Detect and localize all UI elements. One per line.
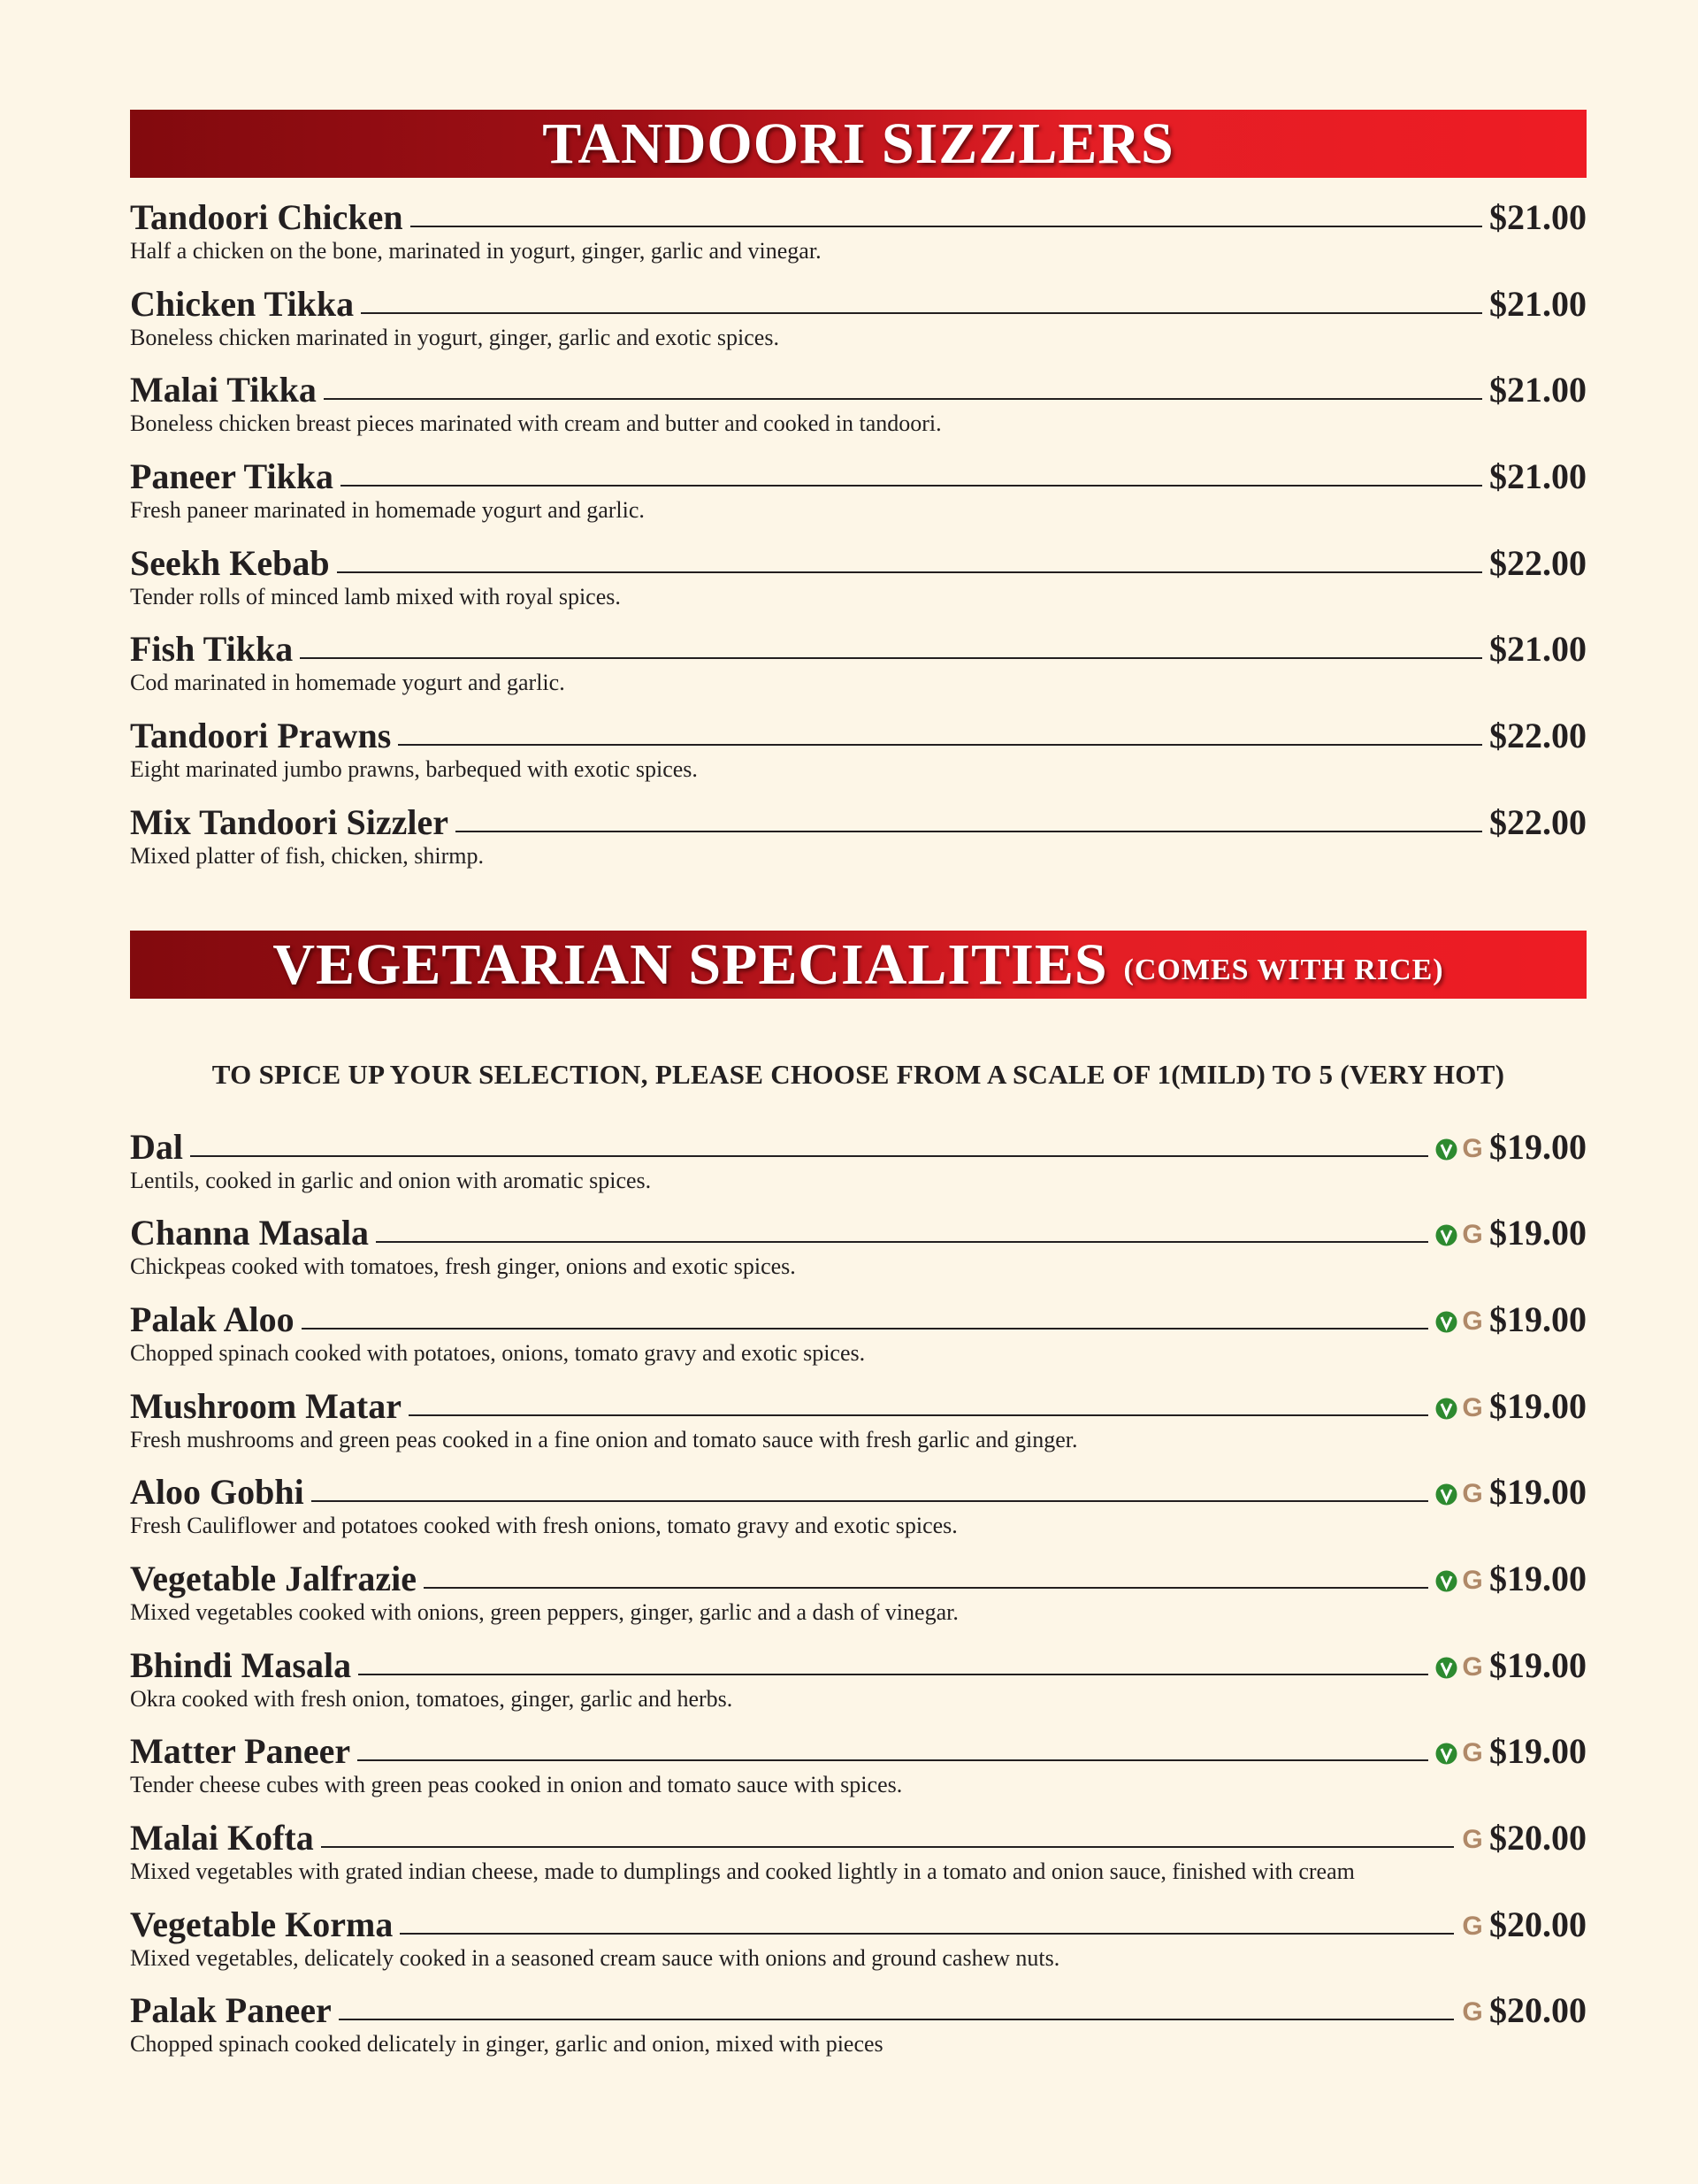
gluten-free-icon: G (1462, 1133, 1483, 1163)
menu-item (130, 712, 1587, 799)
item-description: Mixed platter of fish, chicken, shirmp. (130, 842, 485, 869)
diet-icons (1461, 1997, 1484, 2031)
dotted-leader-line (300, 657, 1482, 659)
item-name: Mushroom Matar (130, 1385, 402, 1426)
item-description: Chopped spinach cooked with potatoes, onions, tomato gravy and exotic spices. (130, 1339, 866, 1366)
dotted-leader-line (190, 1155, 1428, 1157)
menu-item-row (130, 1209, 1587, 1253)
menu-item-row (130, 1728, 1587, 1772)
menu-item (130, 1209, 1587, 1296)
gluten-free-icon: G (1462, 1651, 1483, 1682)
menu-item (130, 625, 1587, 712)
dotted-leader-line (455, 831, 1482, 832)
menu-item-row (130, 366, 1587, 410)
tandoori-item-list (130, 194, 1587, 885)
item-name: Fish Tikka (130, 629, 294, 670)
menu-item (130, 280, 1587, 367)
gluten-free-icon: G (1462, 1306, 1483, 1336)
item-price: $21.00 (1489, 283, 1587, 324)
gluten-free-icon: G (1462, 1392, 1483, 1422)
item-price: $21.00 (1489, 629, 1587, 670)
vegan-icon (1435, 1138, 1457, 1161)
diet-icons (1435, 1133, 1484, 1168)
diet-icons (1435, 1651, 1484, 1686)
menu-item (130, 1814, 1587, 1901)
item-price: $20.00 (1489, 1904, 1587, 1944)
item-description: Okra cooked with fresh onion, tomatoes, ginger, garlic and herbs. (130, 1685, 733, 1712)
dotted-leader-line (324, 398, 1482, 400)
dotted-leader-line (400, 1933, 1454, 1935)
item-description: Fresh Cauliflower and potatoes cooked with fresh onions, tomato gravy and exotic spices. (130, 1513, 958, 1539)
item-name: Matter Paneer (130, 1731, 351, 1772)
item-description: Lentils, cooked in garlic and onion with aromatic spices. (130, 1167, 652, 1193)
menu-item-row (130, 194, 1587, 238)
item-description: Mixed vegetables, delicately cooked in a seasoned cream sauce with onions and ground cashew nuts. (130, 1944, 1060, 1971)
vegetarian-item-list (130, 1123, 1587, 2074)
item-description: Chickpeas cooked with tomatoes, fresh ginger, onions and exotic spices. (130, 1253, 796, 1280)
vegan-icon (1435, 1570, 1457, 1592)
menu-item (130, 1383, 1587, 1469)
menu-item (130, 453, 1587, 540)
menu-item-row (130, 1814, 1587, 1858)
menu-item-row (130, 625, 1587, 670)
dotted-leader-line (398, 744, 1482, 746)
item-name: Seekh Kebab (130, 542, 330, 583)
tandoori-section (130, 110, 1587, 885)
menu-item-row (130, 280, 1587, 325)
item-name: Dal (130, 1126, 183, 1167)
item-description: Boneless chicken breast pieces marinated with cream and butter and cooked in tandoori. (130, 410, 942, 437)
menu-item (130, 799, 1587, 885)
item-name: Vegetable Korma (130, 1904, 394, 1944)
diet-icons (1435, 1306, 1484, 1340)
diet-icons (1435, 1565, 1484, 1599)
vegan-icon (1435, 1224, 1457, 1246)
item-price: $20.00 (1489, 1818, 1587, 1858)
item-name: Malai Kofta (130, 1818, 314, 1858)
menu-item (130, 1296, 1587, 1383)
dotted-leader-line (321, 1846, 1454, 1848)
item-description: Cod marinated in homemade yogurt and garlic. (130, 670, 565, 696)
menu-item-row (130, 1123, 1587, 1168)
gluten-free-icon: G (1462, 1479, 1483, 1509)
menu-item-row (130, 1468, 1587, 1513)
gluten-free-icon: G (1462, 1997, 1483, 2027)
section-subtitle: (COMES WITH RICE) (1123, 954, 1444, 986)
diet-icons (1461, 1911, 1484, 1945)
item-description: Half a chicken on the bone, marinated in yogurt, ginger, garlic and vinegar. (130, 238, 822, 264)
menu-item-row (130, 1296, 1587, 1340)
item-price: $19.00 (1489, 1385, 1587, 1426)
item-price: $21.00 (1489, 197, 1587, 237)
item-price: $19.00 (1489, 1126, 1587, 1167)
item-price: $19.00 (1489, 1558, 1587, 1598)
section-title: VEGETARIAN SPECIALITIES (272, 931, 1108, 997)
diet-icons (1435, 1738, 1484, 1772)
diet-icons (1461, 1825, 1484, 1858)
menu-item-row (130, 1901, 1587, 1945)
item-name: Palak Aloo (130, 1299, 294, 1339)
dotted-leader-line (376, 1241, 1428, 1243)
menu-item (130, 1555, 1587, 1642)
menu-item (130, 194, 1587, 280)
gluten-free-icon: G (1462, 1911, 1483, 1941)
gluten-free-icon: G (1462, 1220, 1483, 1250)
menu-item (130, 1468, 1587, 1555)
dotted-leader-line (424, 1587, 1428, 1589)
item-description: Fresh paneer marinated in homemade yogurt and garlic. (130, 497, 645, 524)
menu-item (130, 1987, 1587, 2073)
gluten-free-icon: G (1462, 1738, 1483, 1768)
item-name: Vegetable Jalfrazie (130, 1558, 417, 1598)
dotted-leader-line (409, 1414, 1428, 1416)
item-price: $19.00 (1489, 1299, 1587, 1339)
menu-item-row (130, 1987, 1587, 2031)
section-title: TANDOORI SIZZLERS (542, 111, 1174, 176)
diet-icons (1435, 1220, 1484, 1253)
item-price: $19.00 (1489, 1731, 1587, 1772)
dotted-leader-line (337, 571, 1482, 573)
dotted-leader-line (339, 2019, 1454, 2020)
menu-item-row (130, 1383, 1587, 1427)
item-description: Chopped spinach cooked delicately in ginger, garlic and onion, mixed with pieces (130, 2031, 883, 2058)
vegan-icon (1435, 1657, 1457, 1679)
menu-page (130, 110, 1587, 2073)
menu-item-row (130, 1642, 1587, 1686)
item-name: Palak Paneer (130, 1990, 332, 2031)
item-name: Aloo Gobhi (130, 1472, 304, 1513)
menu-item (130, 1728, 1587, 1814)
item-description: Tender rolls of minced lamb mixed with royal spices. (130, 583, 621, 609)
item-name: Malai Tikka (130, 370, 317, 410)
diet-icons (1435, 1392, 1484, 1427)
item-name: Chicken Tikka (130, 283, 355, 324)
vegan-icon (1435, 1311, 1457, 1333)
tandoori-banner (130, 110, 1587, 178)
diet-icons (1435, 1479, 1484, 1513)
spice-level-notice: TO SPICE UP YOUR SELECTION, PLEASE CHOOSE FROM A SCALE OF 1(MILD) TO 5 (VERY HOT) (211, 1058, 1505, 1090)
item-description: Mixed vegetables cooked with onions, green peppers, ginger, garlic and a dash of vinegar. (130, 1598, 959, 1625)
vegetarian-banner (130, 931, 1587, 999)
item-name: Channa Masala (130, 1213, 370, 1253)
dotted-leader-line (302, 1328, 1428, 1330)
item-description: Tender cheese cubes with green peas cooked in onion and tomato sauce with spices. (130, 1772, 903, 1798)
item-name: Paneer Tikka (130, 456, 334, 497)
dotted-leader-line (361, 312, 1482, 314)
item-price: $21.00 (1489, 456, 1587, 497)
item-price: $22.00 (1489, 542, 1587, 583)
item-price: $21.00 (1489, 370, 1587, 410)
item-description: Fresh mushrooms and green peas cooked in a fine onion and tomato sauce with fresh garlic and ginger. (130, 1426, 1078, 1452)
menu-item-row (130, 453, 1587, 497)
item-description: Mixed vegetables with grated indian cheese, made to dumplings and cooked lightly in a tomato and onion sauce, finished with cream (130, 1858, 1355, 1884)
vegan-icon (1435, 1398, 1457, 1420)
menu-item-row (130, 799, 1587, 843)
item-name: Tandoori Prawns (130, 716, 392, 756)
menu-item (130, 540, 1587, 626)
item-price: $19.00 (1489, 1644, 1587, 1685)
gluten-free-icon: G (1462, 1825, 1483, 1854)
vegan-icon (1435, 1743, 1457, 1765)
item-price: $22.00 (1489, 801, 1587, 842)
menu-item-row (130, 540, 1587, 584)
item-name: Tandoori Chicken (130, 197, 403, 237)
dotted-leader-line (340, 485, 1482, 487)
item-price: $19.00 (1489, 1472, 1587, 1513)
vegan-icon (1435, 1483, 1457, 1506)
dotted-leader-line (311, 1500, 1428, 1502)
gluten-free-icon: G (1462, 1565, 1483, 1595)
vegetarian-section (130, 931, 1587, 2074)
dotted-leader-line (358, 1674, 1428, 1675)
item-name: Bhindi Masala (130, 1644, 352, 1685)
item-price: $20.00 (1489, 1990, 1587, 2031)
item-description: Eight marinated jumbo prawns, barbequed with exotic spices. (130, 756, 698, 783)
item-description: Boneless chicken marinated in yogurt, ginger, garlic and exotic spices. (130, 324, 779, 350)
menu-item-row (130, 1555, 1587, 1599)
menu-item (130, 1642, 1587, 1728)
dotted-leader-line (357, 1759, 1428, 1761)
menu-item (130, 366, 1587, 453)
menu-item (130, 1123, 1587, 1210)
item-price: $19.00 (1489, 1213, 1587, 1253)
dotted-leader-line (410, 226, 1482, 227)
menu-item-row (130, 712, 1587, 756)
menu-item (130, 1901, 1587, 1988)
item-price: $22.00 (1489, 716, 1587, 756)
item-name: Mix Tandoori Sizzler (130, 801, 448, 842)
